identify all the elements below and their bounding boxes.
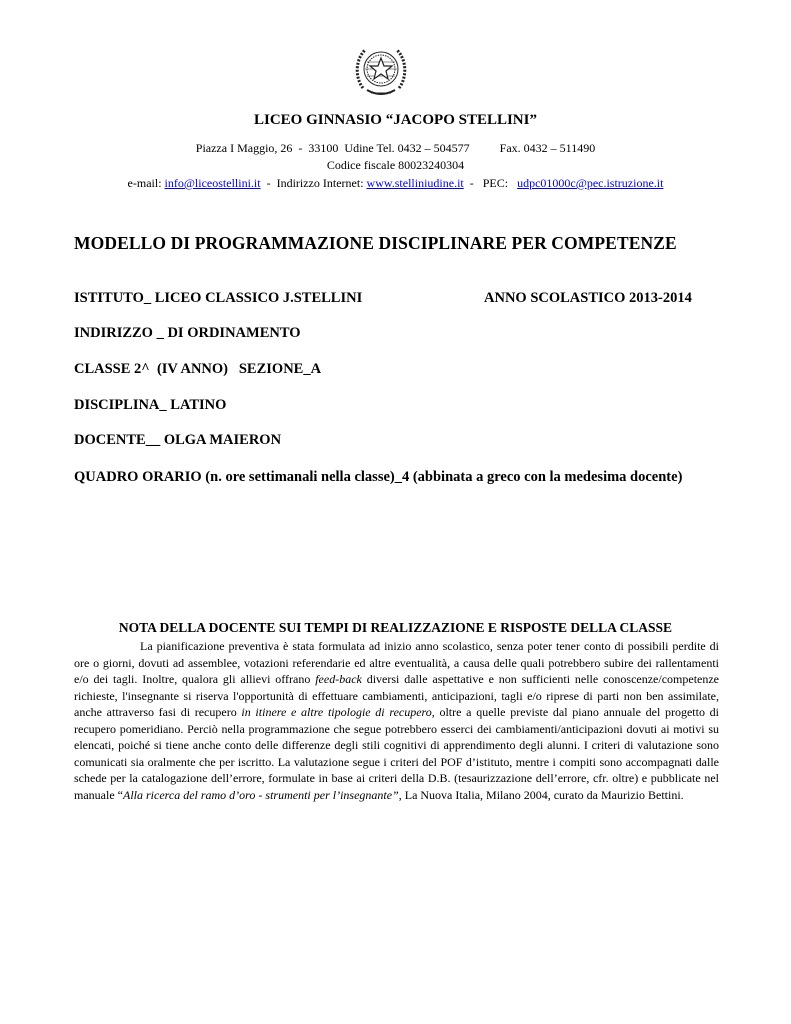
note-text: , La Nuova Italia, Milano 2004, curato da Maurizio Bettini. — [398, 787, 684, 802]
website-link[interactable]: www.stelliniudine.it — [366, 176, 464, 190]
pec-link[interactable]: udpc01000c@pec.istruzione.it — [517, 176, 664, 190]
indirizzo-field: INDIRIZZO _ DI ORDINAMENTO — [74, 325, 301, 341]
document-title: MODELLO DI PROGRAMMAZIONE DISCIPLINARE PER COMPETENZE — [74, 233, 677, 253]
quadro-orario-field: QUADRO ORARIO (n. ore settimanali nella classe)_4 (abbinata a greco con la medesima docente) — [74, 469, 683, 485]
republic-emblem-icon — [351, 38, 411, 102]
school-name: LICEO GINNASIO “JACOPO STELLINI” — [254, 112, 537, 128]
internet-label: - Indirizzo Internet: — [260, 176, 367, 190]
note-text: La pianificazione preventiva è stata formulata ad inizio anno scolastico, senza poter tener conto di possibili perdite di ore o giorni, dovuti ad assemblee, votazioni referendarie ed altre eventualità, a causa delle quali potrebbero subire dei rallentamenti e/o dei tagli. Inoltre, qualora gli allievi offrano — [74, 639, 719, 686]
note-body — [74, 638, 719, 803]
classe-field: CLASSE 2^ (IV ANNO) SEZIONE_A — [74, 361, 322, 377]
disciplina-field: DISCIPLINA_ LATINO — [74, 397, 227, 413]
fiscal-code: Codice fiscale 80023240304 — [326, 158, 465, 172]
note-italic-text: in itinere e altre tipologie di recupero — [241, 705, 432, 719]
note-title: NOTA DELLA DOCENTE SUI TEMPI DI REALIZZAZIONE E RISPOSTE DELLA CLASSE — [118, 620, 673, 635]
contact-line — [0, 176, 791, 191]
fax-text: Fax. 0432 – 511490 — [499, 141, 596, 155]
note-italic-text: Alla ricerca del ramo d’oro - strumenti per l’insegnante” — [122, 787, 399, 802]
note-text: , oltre a quelle previste dal piano annuale del progetto di recupero pomeridiano. Perciò nella programmazione che segue potrebbero esserci dei cambiamenti/anticipazioni dovuti ai motivi su elencati, poiché si tiene anche conto delle differenze degli stili cognitivi di apprendimento degli alunni. I criteri di valutazione sono comunicati sia oralmente che per iscritto. La valutazione segue i criteri del POF d’istituto, mentre i compiti sono accompagnati dalle schede per la catalogazione dell’errore, formulate in base ai criteri della D.B. (tesaurizzazione dell’errore, cfr. oltre) e pubblicate nel manuale “ — [74, 705, 719, 802]
address-text: Piazza I Maggio, 26 - 33100 Udine Tel. 0432 – 504577 — [195, 141, 470, 155]
istituto-field: ISTITUTO_ LICEO CLASSICO J.STELLINI — [74, 290, 363, 306]
email-label: e-mail: — [127, 176, 165, 190]
address-line — [0, 141, 791, 156]
anno-scolastico-field: ANNO SCOLASTICO 2013-2014 — [484, 290, 692, 306]
email-link[interactable]: info@liceostellini.it — [164, 176, 261, 190]
pec-label: - PEC: — [463, 176, 518, 190]
note-italic-text: feed-back — [315, 672, 362, 686]
note-text: diversi dalle aspettative e non sufficienti nelle conoscenze/competenze richieste, l'insegnante si riserva l'opportunità di effettuare cambiamenti, anticipazioni, tagli e/o riprese di parti non ben assimilate, anche attraverso fasi di recupero — [74, 672, 719, 719]
docente-field: DOCENTE__ OLGA MAIERON — [74, 432, 282, 448]
